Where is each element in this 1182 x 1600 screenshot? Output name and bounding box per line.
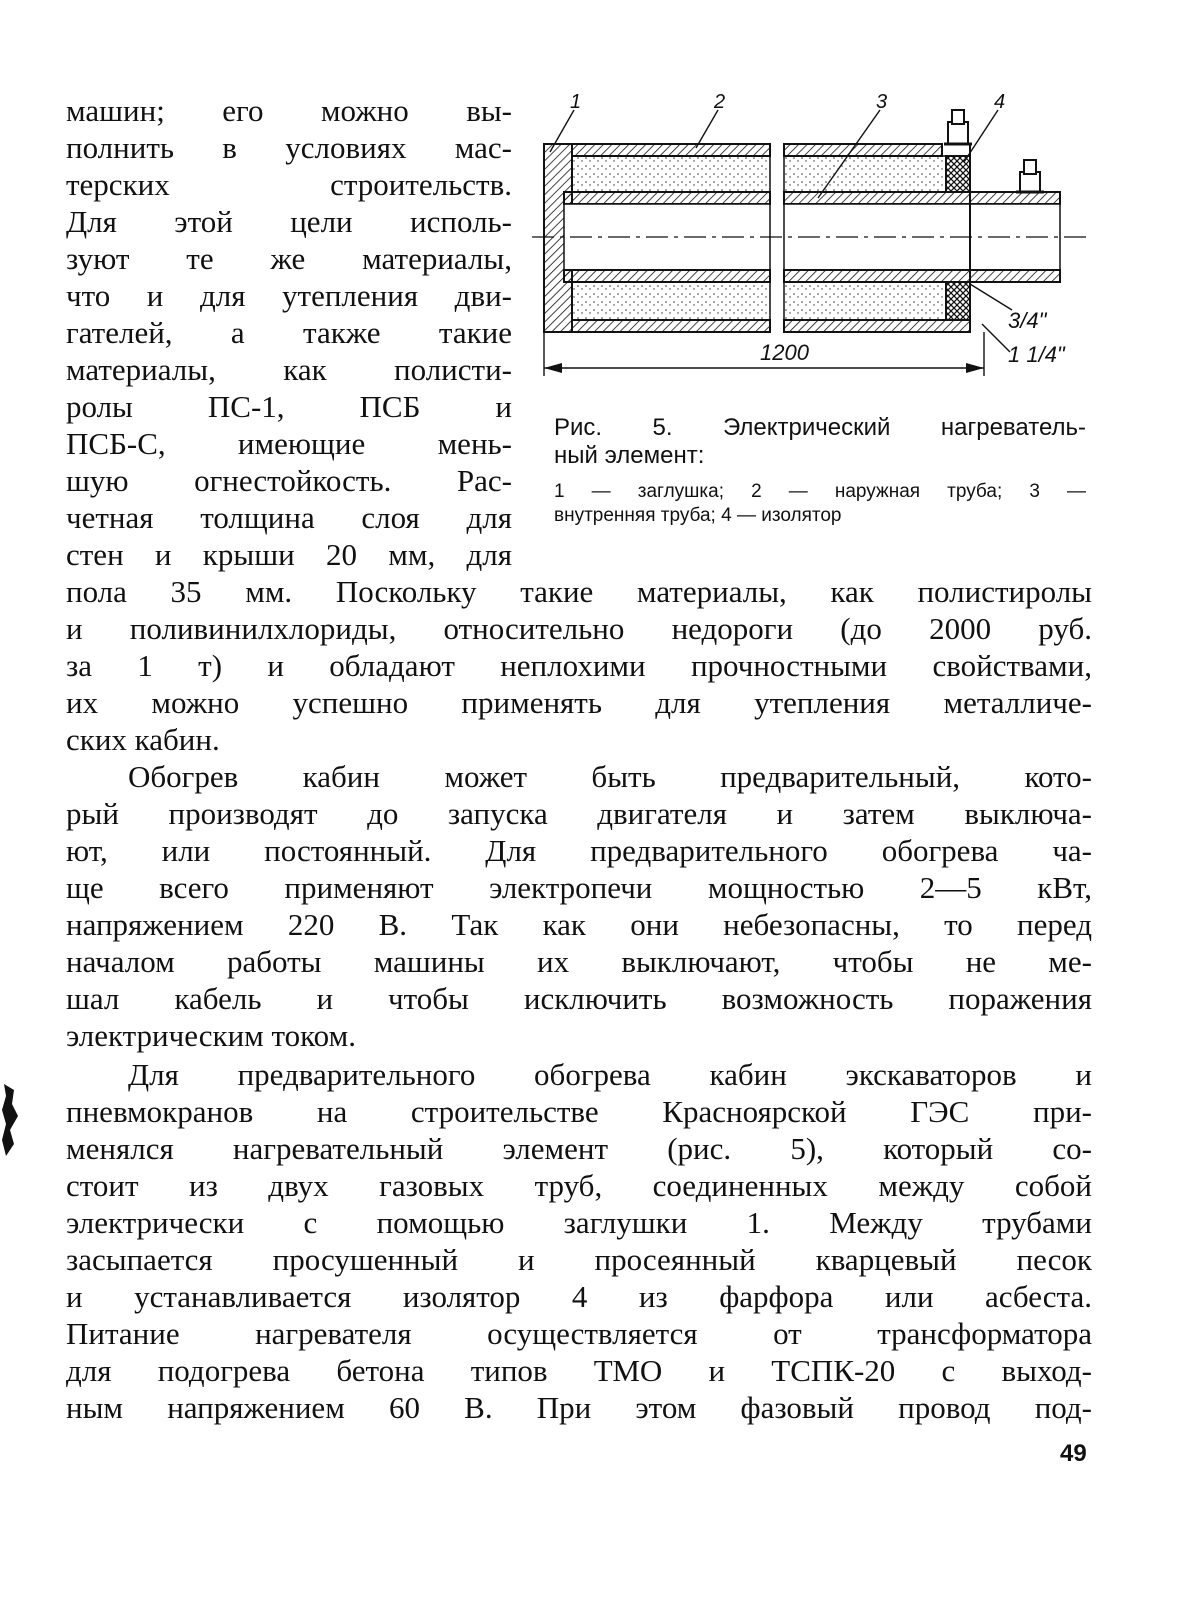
text-line: Для предварительного обогрева кабин экскаваторов и	[128, 1057, 1092, 1092]
text-line: и поливинилхлориды, относительно недороги (до 2000 руб.	[66, 611, 1092, 646]
text-line: гателей, а также такие	[66, 315, 512, 350]
figure-caption-title-cont: ный элемент:	[554, 442, 705, 469]
text-line: материалы, как полисти-	[66, 352, 512, 387]
text-line: электрическим током.	[66, 1018, 356, 1053]
text-line: пневмокранов на строительстве Красноярской ГЭС при-	[66, 1094, 1092, 1129]
right-pipe-section	[784, 144, 1060, 332]
page-number: 49	[1060, 1440, 1087, 1467]
dimension-label: 1200	[760, 340, 809, 365]
callout-1: 1	[570, 92, 582, 113]
text-line: ще всего применяют электропечи мощностью 2—5 кВт,	[66, 870, 1092, 905]
text-line: зуют те же материалы,	[66, 241, 512, 276]
text-line: ют, или постоянный. Для предварительного обогрева ча-	[66, 833, 1092, 868]
text-line: ских кабин.	[66, 722, 220, 757]
text-line: шал кабель и чтобы исключить возможность поражения	[66, 981, 1092, 1016]
figure-legend-line: 1 — заглушка; 2 — наружная труба; 3 —	[554, 481, 1086, 502]
pipe-size-inner-label: 3/4"	[1008, 308, 1047, 333]
text-line: электрически с помощью заглушки 1. Между трубами	[66, 1205, 1092, 1240]
text-line: началом работы машины их выключают, чтобы не ме-	[66, 944, 1092, 979]
text-line: менялся нагревательный элемент (рис. 5), который со-	[66, 1131, 1092, 1166]
insulator-top	[946, 156, 970, 192]
text-line: Питание нагревателя осуществляется от трансформатора	[66, 1316, 1092, 1351]
text-line: терских строительств.	[66, 167, 512, 202]
text-line: полнить в условиях мас-	[66, 130, 512, 165]
text-line: пола 35 мм. Поскольку такие материалы, как полистиролы	[66, 574, 1092, 609]
text-line: четная толщина слоя для	[66, 500, 512, 535]
scan-blot	[0, 1080, 24, 1160]
callout-2: 2	[714, 92, 726, 113]
text-line: ПСБ-С, имеющие мень-	[66, 426, 512, 461]
text-line: рый производят до запуска двигателя и затем выключа-	[66, 796, 1092, 831]
text-line: за 1 т) и обладают неплохими прочностными свойствами,	[66, 648, 1092, 683]
figure-caption-title: Рис. 5. Электрический нагреватель-	[554, 414, 1086, 441]
callout-3: 3	[876, 92, 888, 113]
text-line: ным напряжением 60 В. При этом фазовый провод под-	[66, 1390, 1092, 1425]
pipe-size-outer-label: 1 1/4"	[1008, 342, 1065, 367]
left-pipe-section	[544, 144, 770, 332]
heating-element-figure	[528, 92, 1098, 392]
text-line: их можно успешно применять для утепления металличе-	[66, 685, 1092, 720]
text-line: засыпается просушенный и просеянный кварцевый песок	[66, 1242, 1092, 1277]
callout-4: 4	[994, 92, 1006, 113]
text-line: Для этой цели исполь-	[66, 204, 512, 239]
text-line: Обогрев кабин может быть предварительный, кото-	[128, 759, 1092, 794]
text-line: для подогрева бетона типов ТМО и ТСПК-20 с выход-	[66, 1353, 1092, 1388]
bolt-inner	[1016, 160, 1044, 192]
figure-legend-line: внутренняя труба; 4 — изолятор	[554, 505, 842, 526]
insulator-bottom	[946, 282, 970, 320]
text-line: шую огнестойкость. Рас-	[66, 463, 512, 498]
text-line: стен и крыши 20 мм, для	[66, 537, 512, 572]
text-line: и устанавливается изолятор 4 из фарфора или асбеста.	[66, 1279, 1092, 1314]
text-line: машин; его можно вы-	[66, 93, 512, 128]
text-line: стоит из двух газовых труб, соединенных между собой	[66, 1168, 1092, 1203]
bolt-outer	[944, 110, 972, 144]
text-line: что и для утепления дви-	[66, 278, 512, 313]
text-line: напряжением 220 В. Так как они небезопасны, то перед	[66, 907, 1092, 942]
text-line: ролы ПС-1, ПСБ и	[66, 389, 512, 424]
